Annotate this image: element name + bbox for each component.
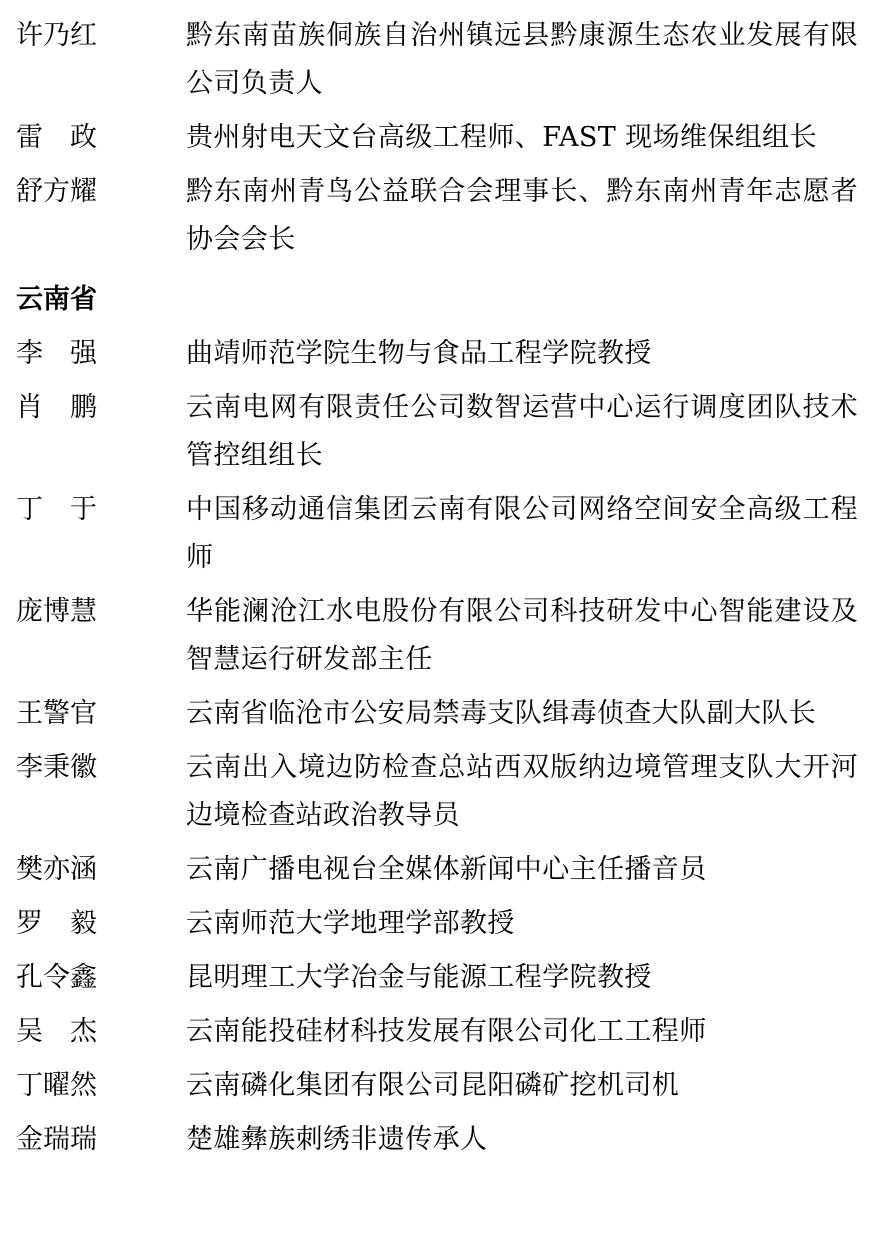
- honoree-description: 华能澜沧江水电股份有限公司科技研发中心智能建设及智慧运行研发部主任: [186, 596, 858, 675]
- honoree-name: 李秉徽: [16, 752, 97, 783]
- honoree-name: 丁曜然: [16, 1070, 97, 1101]
- honoree-description: 云南电网有限责任公司数智运营中心运行调度团队技术管控组组长: [186, 392, 858, 471]
- honoree-description: 云南磷化集团有限公司昆阳磷矿挖机司机: [186, 1070, 680, 1101]
- list-item: [16, 954, 858, 1002]
- honoree-description: 黔东南州青鸟公益联合会理事长、黔东南州青年志愿者协会会长: [186, 176, 858, 255]
- list-item: [16, 114, 858, 162]
- honoree-description: 云南广播电视台全媒体新闻中心主任播音员: [186, 854, 707, 885]
- honoree-name: 樊亦涵: [16, 854, 97, 885]
- honoree-description: 云南省临沧市公安局禁毒支队缉毒侦查大队副大队长: [186, 698, 817, 729]
- list-item: [16, 744, 858, 840]
- honoree-description: 云南能投硅材科技发展有限公司化工工程师: [186, 1016, 707, 1047]
- list-item: [16, 384, 858, 480]
- honoree-name: 吴 杰: [16, 1016, 97, 1047]
- honoree-description: 贵州射电天文台高级工程师、FAST 现场维保组组长: [186, 122, 817, 153]
- list-item: [16, 12, 858, 108]
- honoree-description: 黔东南苗族侗族自治州镇远县黔康源生态农业发展有限公司负责人: [186, 20, 858, 99]
- honoree-name: 许乃红: [16, 20, 97, 51]
- honoree-list: [0, 4, 874, 1170]
- honoree-name: 孔令鑫: [16, 962, 97, 993]
- list-item: [16, 690, 858, 738]
- list-item: [16, 330, 858, 378]
- honoree-description: 中国移动通信集团云南有限公司网络空间安全高级工程师: [186, 494, 858, 573]
- section-heading-yunnan: 云南省: [16, 284, 97, 315]
- honoree-name: 罗 毅: [16, 908, 97, 939]
- honoree-name: 舒方耀: [16, 176, 97, 207]
- list-item: [16, 486, 858, 582]
- honoree-name: 雷 政: [16, 122, 97, 153]
- honoree-description: 曲靖师范学院生物与食品工程学院教授: [186, 338, 652, 369]
- honoree-name: 金瑞瑞: [16, 1124, 97, 1155]
- honoree-description: 昆明理工大学冶金与能源工程学院教授: [186, 962, 652, 993]
- honoree-description: 楚雄彝族刺绣非遗传承人: [186, 1124, 488, 1155]
- honoree-name: 李 强: [16, 338, 97, 369]
- list-item: [16, 1008, 858, 1056]
- honoree-description: 云南师范大学地理学部教授: [186, 908, 515, 939]
- honoree-name: 肖 鹏: [16, 392, 97, 423]
- honoree-name: 丁 于: [16, 494, 97, 525]
- list-item: [16, 1062, 858, 1110]
- list-item: [16, 1116, 858, 1164]
- honoree-description: 云南出入境边防检查总站西双版纳边境管理支队大开河边境检查站政治教导员: [186, 752, 858, 831]
- list-item: [16, 588, 858, 684]
- list-item: [16, 900, 858, 948]
- list-item: [16, 846, 858, 894]
- honoree-name: 庞博慧: [16, 596, 97, 627]
- list-item: [16, 168, 858, 264]
- honoree-name: 王警官: [16, 698, 97, 729]
